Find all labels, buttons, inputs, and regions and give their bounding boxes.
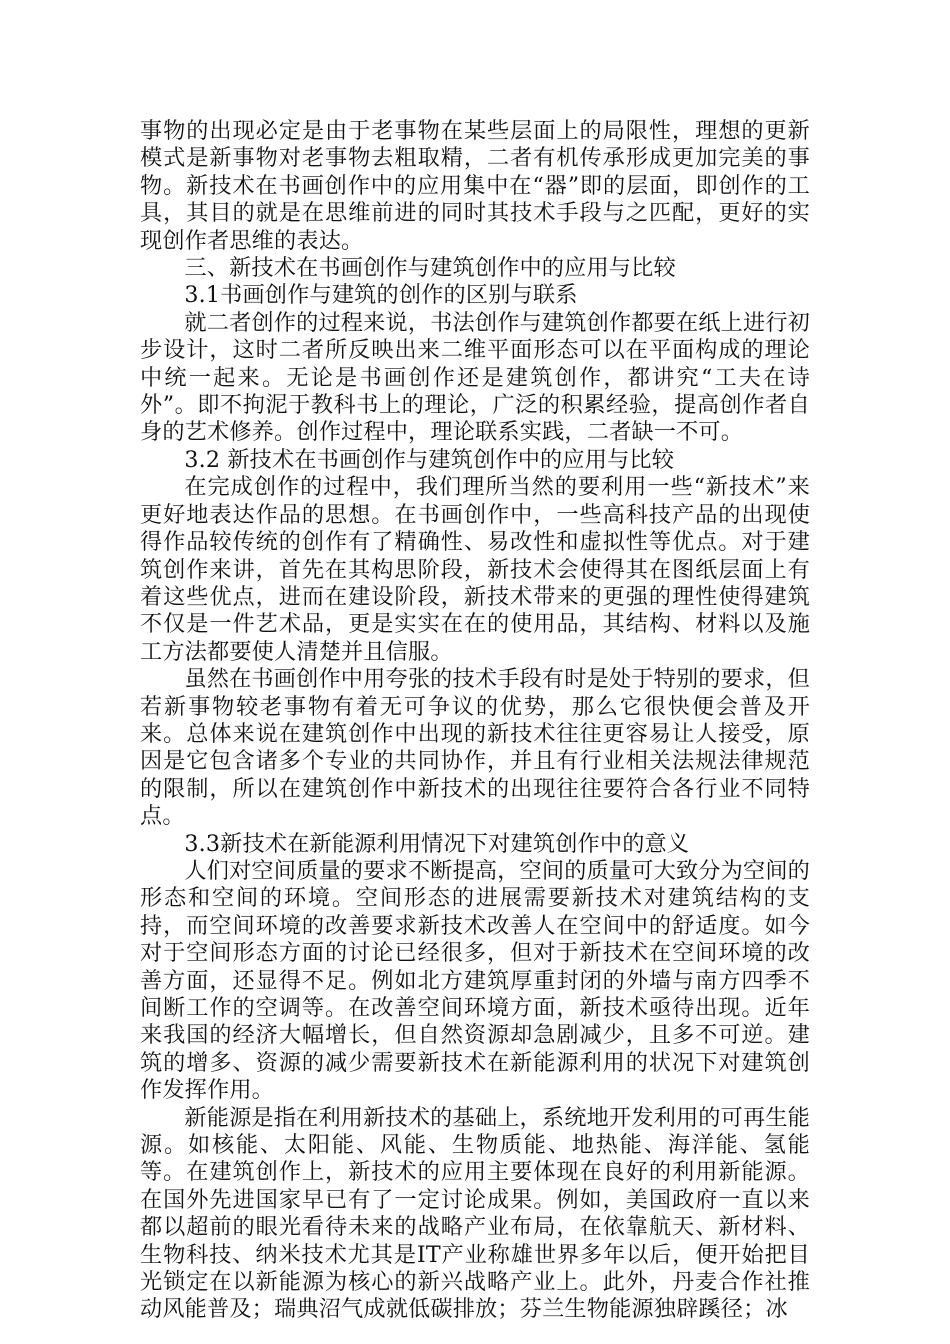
paragraph: 新能源是指在利用新技术的基础上，系统地开发利用的可再生能源。如核能、太阳能、风能、生物质能、地热能、海洋能、氢能等。在建筑创作上，新技术的应用主要体现在良好的利用新能源。在国外先进国家早已有了一定讨论成果。例如，美国政府一直以来都以超前的眼光看待未来的战略产业布局，在依靠航天、新材料、生物科技、纳米技术尤其是IT产业称雄世界多年以后，便开始把目光锁定在以新能源为核心的新兴战略产业上。此外，丹麦合作社推动风能普及；瑞典沼气成就低碳排放；芬兰生物能源独辟蹊径；冰 <box>140 1104 810 1323</box>
paragraph: 虽然在书画创作中用夸张的技术手段有时是处于特别的要求，但若新事物较老事物有着无可争议的优势，那么它很快便会普及开来。总体来说在建筑创作中出现的新技术往往更容易让人接受，原因是它包含诸多个专业的共同协作，并且有行业相关法规法律规范的限制，所以在建筑创作中新技术的出现往往要符合各行业不同特点。 <box>140 666 810 830</box>
paragraph: 就二者创作的过程来说，书法创作与建筑创作都要在纸上进行初步设计，这时二者所反映出来二维平面形态可以在平面构成的理论中统一起来。无论是书画创作还是建筑创作，都讲究“工夫在诗外”。即不拘泥于教科书上的理论，广泛的积累经验，提高创作者自身的艺术修养。创作过程中，理论联系实践，二者缺一不可。 <box>140 309 810 446</box>
section-heading: 三、新技术在书画创作与建筑创作中的应用与比较 <box>184 255 676 282</box>
subsection-heading-3-2: 3.2 新技术在书画创作与建筑创作中的应用与比较 <box>184 446 675 473</box>
paragraph: 人们对空间质量的要求不断提高，空间的质量可大致分为空间的形态和空间的环境。空间形态的进展需要新技术对建筑结构的支持，而空间环境的改善要求新技术改善人在空间中的舒适度。如今对于空间形态方面的讨论已经很多，但对于新技术在空间环境的改善方面，还显得不足。例如北方建筑厚重封闭的外墙与南方四季不间断工作的空调等。在改善空间环境方面，新技术亟待出现。近年来我国的经济大幅增长，但自然资源却急剧减少，且多不可逆。建筑的增多、资源的减少需要新技术在新能源利用的状况下对建筑创作发挥作用。 <box>140 857 810 1104</box>
document-body <box>140 118 810 1324</box>
paragraph-continuation: 事物的出现必定是由于老事物在某些层面上的局限性，理想的更新模式是新事物对老事物去粗取精，二者有机传承形成更加完美的事物。新技术在书画创作中的应用集中在“器”即的层面，即创作的工具，其目的就是在思维前进的同时其技术手段与之匹配，更好的实现创作者思维的表达。 <box>140 118 810 254</box>
paragraph: 在完成创作的过程中，我们理所当然的要利用一些“新技术”来更好地表达作品的思想。在书画创作中，一些高科技产品的出现使得作品较传统的创作有了精确性、易改性和虚拟性等优点。对于建筑创作来讲，首先在其构思阶段，新技术会使得其在图纸层面上有着这些优点，进而在建设阶段，新技术带来的更强的理性使得建筑不仅是一件艺术品，更是实实在在的使用品，其结构、材料以及施工方法都要使人清楚并且信服。 <box>140 474 810 665</box>
subsection-heading-3-3: 3.3新技术在新能源利用情况下对建筑创作中的意义 <box>184 830 690 857</box>
subsection-heading-3-1: 3.1书画创作与建筑的创作的区别与联系 <box>184 282 578 309</box>
